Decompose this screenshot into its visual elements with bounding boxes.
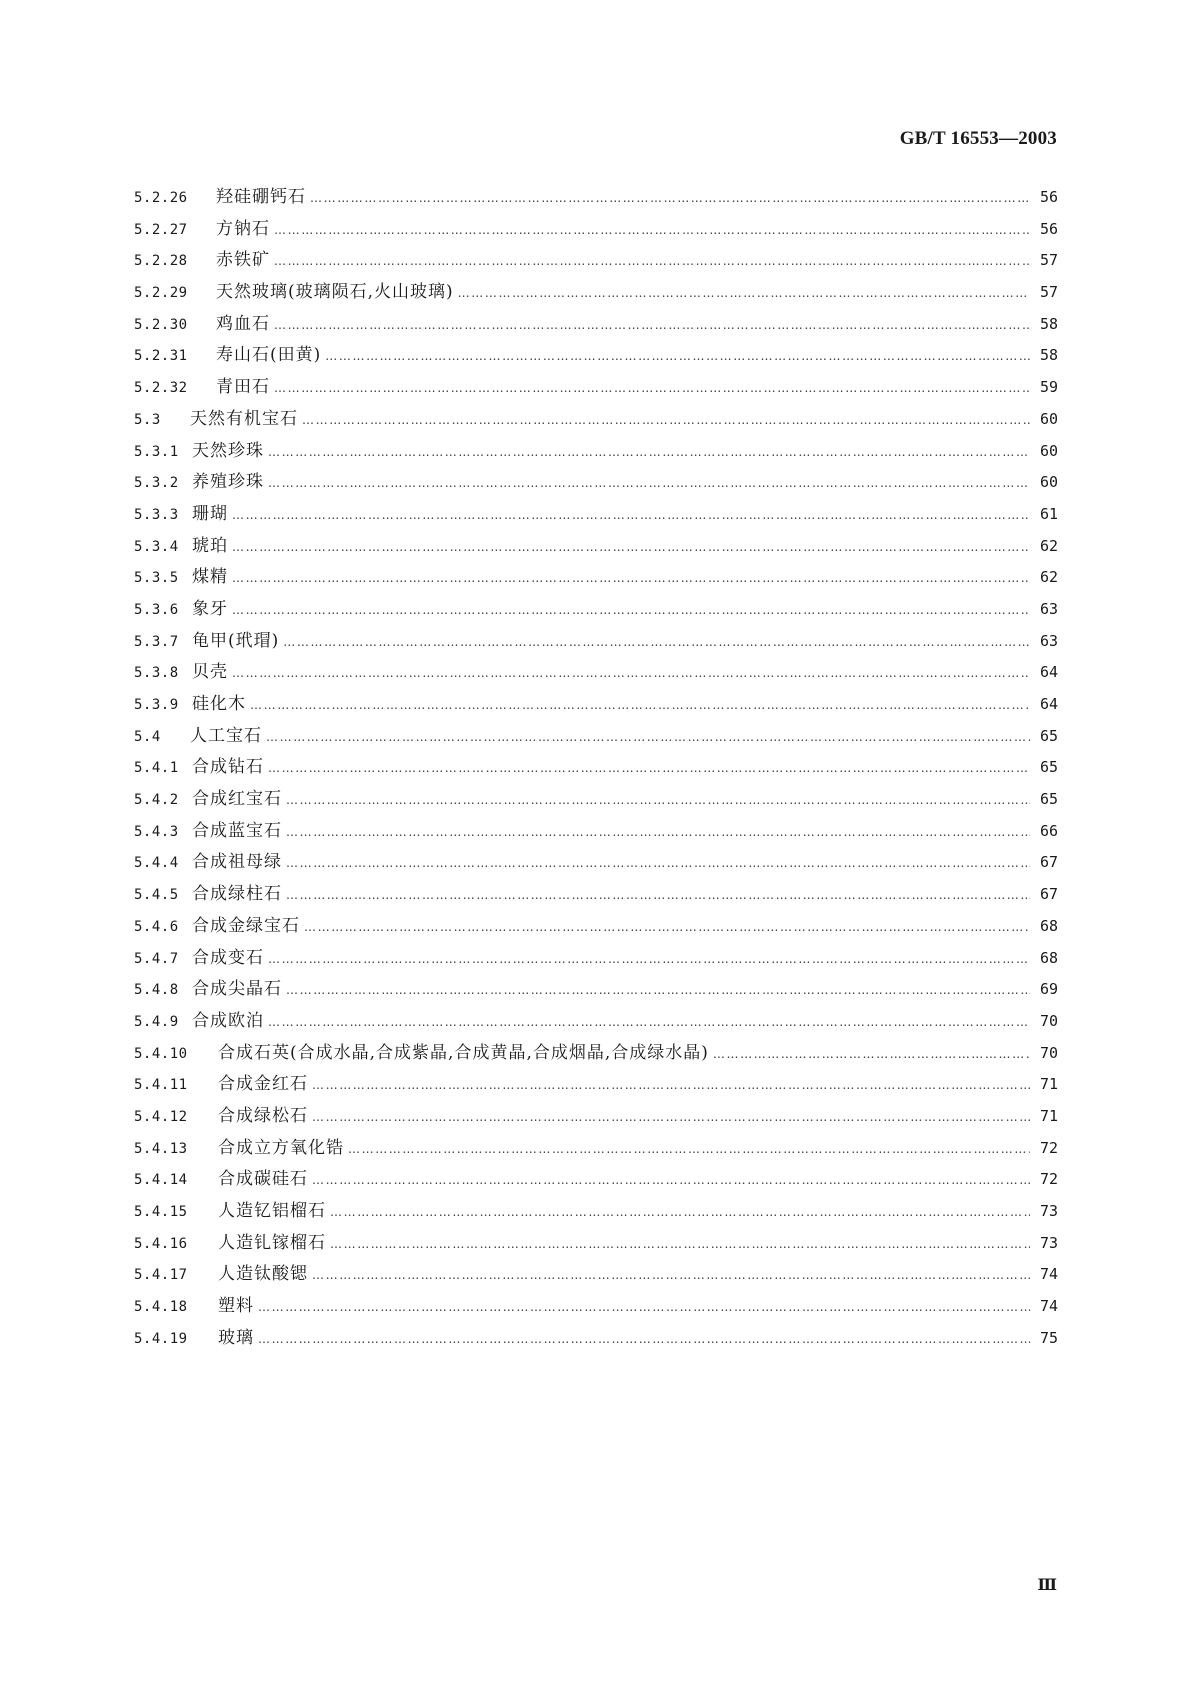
- toc-entry-page: 64: [1039, 695, 1058, 713]
- toc-entry-page: 59: [1039, 378, 1058, 397]
- toc-entry-page: 65: [1039, 726, 1058, 745]
- toc-leader-dots: [268, 952, 1030, 966]
- toc-entry-title: 塑料: [218, 1296, 254, 1317]
- toc-entry-page: 57: [1039, 251, 1058, 270]
- toc-entry-number: 5.2.32: [134, 380, 188, 397]
- toc-entry-number: 5.2.26: [134, 190, 188, 206]
- toc-entry-title: 合成尖晶石: [192, 979, 282, 1000]
- toc-entry: [134, 689, 1058, 721]
- toc-entry-title: 煤精: [192, 567, 228, 588]
- toc-leader-dots: [274, 223, 1030, 237]
- toc-entry-page: 62: [1039, 536, 1058, 555]
- toc-entry-number: 5.4.17: [134, 1267, 188, 1284]
- toc-entry: [134, 340, 1058, 372]
- toc-entry-title: 人造钆镓榴石: [218, 1232, 326, 1253]
- toc-entry: [134, 752, 1058, 784]
- toc-entry-page: 68: [1039, 948, 1058, 967]
- toc-entry-title: 天然有机宝石: [190, 408, 298, 429]
- toc-entry-title: 合成欧泊: [192, 1010, 264, 1031]
- toc-entry-title: 贝壳: [192, 662, 228, 683]
- toc-entry-page: 62: [1039, 568, 1058, 587]
- toc-entry-page: 57: [1039, 283, 1058, 302]
- toc-entry: [134, 467, 1058, 499]
- toc-entry-title: 方钠石: [216, 218, 270, 239]
- toc-entry-page: 74: [1039, 1297, 1058, 1316]
- toc-leader-dots: [286, 888, 1030, 902]
- toc-entry-number: 5.4.9: [134, 1013, 179, 1030]
- toc-entry: [134, 1038, 1058, 1070]
- toc-leader-dots: [286, 856, 1030, 870]
- toc-leader-dots: [232, 508, 1030, 522]
- toc-leader-dots: [232, 540, 1030, 554]
- toc-entry: [134, 1133, 1058, 1165]
- toc-leader-dots: [268, 761, 1030, 775]
- toc-leader-dots: [312, 1078, 1030, 1092]
- toc-entry-page: 61: [1039, 504, 1058, 523]
- toc-entry: [134, 1228, 1058, 1260]
- table-of-contents: [134, 182, 1058, 1354]
- toc-entry: [134, 1101, 1058, 1133]
- toc-entry-number: 5.4.1: [134, 760, 179, 777]
- toc-entry-title: 合成蓝宝石: [192, 820, 282, 841]
- toc-leader-dots: [286, 983, 1030, 997]
- toc-entry-number: 5.4.14: [134, 1172, 188, 1189]
- toc-leader-dots: [266, 730, 1030, 744]
- toc-entry: [134, 372, 1058, 404]
- toc-entry-title: 合成金绿宝石: [192, 915, 300, 936]
- toc-entry-number: 5.3.5: [134, 570, 179, 587]
- toc-entry: [134, 309, 1058, 341]
- toc-entry-number: 5.4.19: [134, 1330, 188, 1347]
- toc-entry: [134, 182, 1058, 214]
- toc-entry-title: 龟甲(玳瑁): [192, 630, 280, 651]
- toc-entry-number: 5.4.18: [134, 1299, 188, 1316]
- toc-entry: [134, 721, 1058, 753]
- toc-entry-title: 合成红宝石: [192, 789, 282, 810]
- toc-entry-page: 70: [1039, 1043, 1058, 1062]
- toc-entry-title: 青田石: [216, 377, 270, 398]
- toc-entry-number: 5.3: [134, 411, 161, 428]
- toc-entry: [134, 245, 1058, 277]
- toc-entry-number: 5.2.31: [134, 348, 188, 365]
- toc-entry: [134, 531, 1058, 563]
- toc-leader-dots: [250, 698, 1030, 712]
- toc-entry: [134, 277, 1058, 309]
- toc-entry-number: 5.3.6: [134, 601, 179, 618]
- toc-entry-title: 寿山石(田黄): [216, 345, 322, 366]
- toc-entry-title: 合成祖母绿: [192, 852, 282, 873]
- toc-leader-dots: [232, 603, 1030, 617]
- toc-entry-number: 5.2.29: [134, 285, 188, 302]
- toc-leader-dots: [268, 1015, 1030, 1029]
- toc-entry-page: 64: [1039, 663, 1058, 682]
- toc-leader-dots: [232, 666, 1030, 680]
- toc-entry-title: 天然珍珠: [192, 440, 264, 461]
- toc-entry: [134, 1323, 1058, 1355]
- toc-entry-number: 5.4.3: [134, 823, 179, 840]
- toc-entry-number: 5.2.28: [134, 253, 188, 270]
- toc-entry-title: 合成碳硅石: [218, 1169, 308, 1190]
- toc-entry: [134, 943, 1058, 975]
- toc-leader-dots: [232, 571, 1030, 585]
- toc-entry-number: 5.3.4: [134, 538, 179, 555]
- toc-entry-number: 5.3.1: [134, 443, 179, 460]
- toc-leader-dots: [302, 413, 1030, 427]
- toc-entry-page: 60: [1039, 409, 1058, 428]
- toc-entry-number: 5.4.5: [134, 887, 179, 904]
- toc-entry: [134, 626, 1058, 658]
- toc-leader-dots: [458, 286, 1030, 300]
- toc-entry-page: 70: [1039, 1011, 1058, 1030]
- toc-entry-page: 74: [1039, 1265, 1058, 1284]
- toc-entry-page: 67: [1039, 885, 1058, 904]
- toc-entry-number: 5.4.11: [134, 1077, 188, 1094]
- toc-entry-title: 人造钇铝榴石: [218, 1201, 326, 1221]
- toc-entry-number: 5.3.2: [134, 475, 179, 492]
- toc-entry-page: 60: [1039, 473, 1058, 492]
- toc-entry: [134, 1164, 1058, 1196]
- toc-entry: [134, 562, 1058, 594]
- toc-entry-page: 71: [1039, 1075, 1058, 1094]
- toc-entry-title: 养殖珍珠: [192, 472, 264, 493]
- toc-entry-page: 65: [1039, 758, 1058, 777]
- toc-leader-dots: [274, 318, 1030, 332]
- toc-leader-dots: [283, 635, 1030, 649]
- toc-entry-page: 75: [1039, 1328, 1058, 1347]
- toc-leader-dots: [286, 793, 1030, 807]
- toc-entry-number: 5.4.15: [134, 1204, 188, 1220]
- toc-entry: [134, 1291, 1058, 1323]
- toc-entry-page: 63: [1039, 631, 1058, 650]
- toc-entry-title: 硅化木: [192, 694, 246, 714]
- toc-entry: [134, 784, 1058, 816]
- toc-leader-dots: [325, 349, 1030, 363]
- toc-entry: [134, 847, 1058, 879]
- toc-entry-page: 71: [1039, 1106, 1058, 1125]
- toc-entry-page: 58: [1039, 314, 1058, 333]
- toc-entry: [134, 879, 1058, 911]
- toc-leader-dots: [274, 254, 1030, 268]
- toc-leader-dots: [274, 381, 1030, 395]
- toc-entry-number: 5.4.2: [134, 792, 179, 809]
- toc-entry-number: 5.4.4: [134, 855, 179, 872]
- toc-leader-dots: [312, 1173, 1030, 1187]
- toc-entry-page: 73: [1039, 1202, 1058, 1220]
- toc-entry-title: 合成绿柱石: [192, 884, 282, 905]
- toc-entry: [134, 404, 1058, 436]
- toc-leader-dots: [312, 1268, 1030, 1282]
- toc-entry-title: 合成石英(合成水晶,合成紫晶,合成黄晶,合成烟晶,合成绿水晶): [218, 1042, 709, 1063]
- toc-entry-number: 5.4.13: [134, 1140, 188, 1157]
- toc-entry-title: 合成变石: [192, 947, 264, 968]
- toc-entry-page: 66: [1039, 821, 1058, 840]
- toc-entry-page: 58: [1039, 346, 1058, 365]
- toc-entry-page: 60: [1039, 441, 1058, 460]
- toc-entry-title: 珊瑚: [192, 503, 228, 524]
- toc-entry-number: 5.3.3: [134, 506, 179, 523]
- toc-entry-number: 5.3.8: [134, 665, 179, 682]
- toc-entry: [134, 214, 1058, 246]
- toc-entry-number: 5.3.7: [134, 633, 179, 650]
- toc-leader-dots: [268, 476, 1030, 490]
- toc-leader-dots: [258, 1300, 1030, 1314]
- toc-entry-page: 68: [1039, 916, 1058, 935]
- toc-entry-number: 5.3.9: [134, 697, 179, 713]
- toc-entry: [134, 657, 1058, 689]
- toc-entry-title: 合成绿松石: [218, 1105, 308, 1126]
- toc-entry-number: 5.4: [134, 728, 161, 745]
- toc-entry: [134, 1259, 1058, 1291]
- toc-leader-dots: [258, 1332, 1030, 1346]
- toc-entry-title: 天然玻璃(玻璃陨石,火山玻璃): [216, 282, 454, 303]
- toc-entry-page: 67: [1039, 853, 1058, 872]
- toc-entry: [134, 1196, 1058, 1228]
- toc-entry-title: 玻璃: [218, 1327, 254, 1348]
- toc-leader-dots: [713, 1047, 1030, 1061]
- toc-leader-dots: [268, 445, 1030, 459]
- toc-entry-number: 5.4.16: [134, 1235, 188, 1252]
- toc-entry-title: 人工宝石: [190, 725, 262, 746]
- toc-entry: [134, 594, 1058, 626]
- toc-leader-dots: [330, 1205, 1030, 1219]
- toc-entry-title: 羟硅硼钙石: [216, 187, 306, 207]
- toc-entry-page: 73: [1039, 1233, 1058, 1252]
- toc-leader-dots: [348, 1142, 1030, 1156]
- toc-entry-number: 5.4.12: [134, 1108, 188, 1125]
- toc-entry-title: 鸡血石: [216, 313, 270, 334]
- toc-entry-page: 72: [1039, 1138, 1058, 1157]
- toc-entry-title: 合成立方氧化锆: [218, 1137, 344, 1158]
- toc-entry-page: 56: [1039, 188, 1058, 206]
- toc-entry-page: 65: [1039, 790, 1058, 809]
- toc-entry-page: 63: [1039, 599, 1058, 618]
- toc-entry-title: 合成钻石: [192, 757, 264, 778]
- toc-entry-title: 赤铁矿: [216, 250, 270, 271]
- toc-entry-number: 5.2.30: [134, 316, 188, 333]
- toc-entry-title: 象牙: [192, 598, 228, 619]
- toc-entry-number: 5.4.8: [134, 982, 179, 999]
- toc-leader-dots: [286, 825, 1030, 839]
- toc-entry-number: 5.2.27: [134, 221, 188, 238]
- page-number: Ⅲ: [1037, 1577, 1057, 1594]
- toc-entry-number: 5.4.6: [134, 918, 179, 935]
- toc-entry-page: 56: [1039, 219, 1058, 238]
- toc-entry: [134, 911, 1058, 943]
- toc-entry: [134, 499, 1058, 531]
- toc-entry-number: 5.4.7: [134, 950, 179, 967]
- toc-leader-dots: [310, 191, 1030, 205]
- toc-entry: [134, 816, 1058, 848]
- toc-leader-dots: [330, 1237, 1030, 1251]
- toc-entry-title: 合成金红石: [218, 1074, 308, 1095]
- toc-leader-dots: [312, 1110, 1030, 1124]
- toc-entry-title: 人造钛酸锶: [218, 1264, 308, 1285]
- toc-entry-page: 69: [1039, 980, 1058, 999]
- toc-entry: [134, 1006, 1058, 1038]
- toc-entry: [134, 1069, 1058, 1101]
- standard-code: GB/T 16553—2003: [899, 128, 1057, 149]
- toc-entry-page: 72: [1039, 1170, 1058, 1189]
- toc-entry-number: 5.4.10: [134, 1045, 188, 1062]
- toc-entry-title: 琥珀: [192, 535, 228, 556]
- toc-leader-dots: [304, 920, 1030, 934]
- toc-entry: [134, 974, 1058, 1006]
- toc-entry: [134, 436, 1058, 468]
